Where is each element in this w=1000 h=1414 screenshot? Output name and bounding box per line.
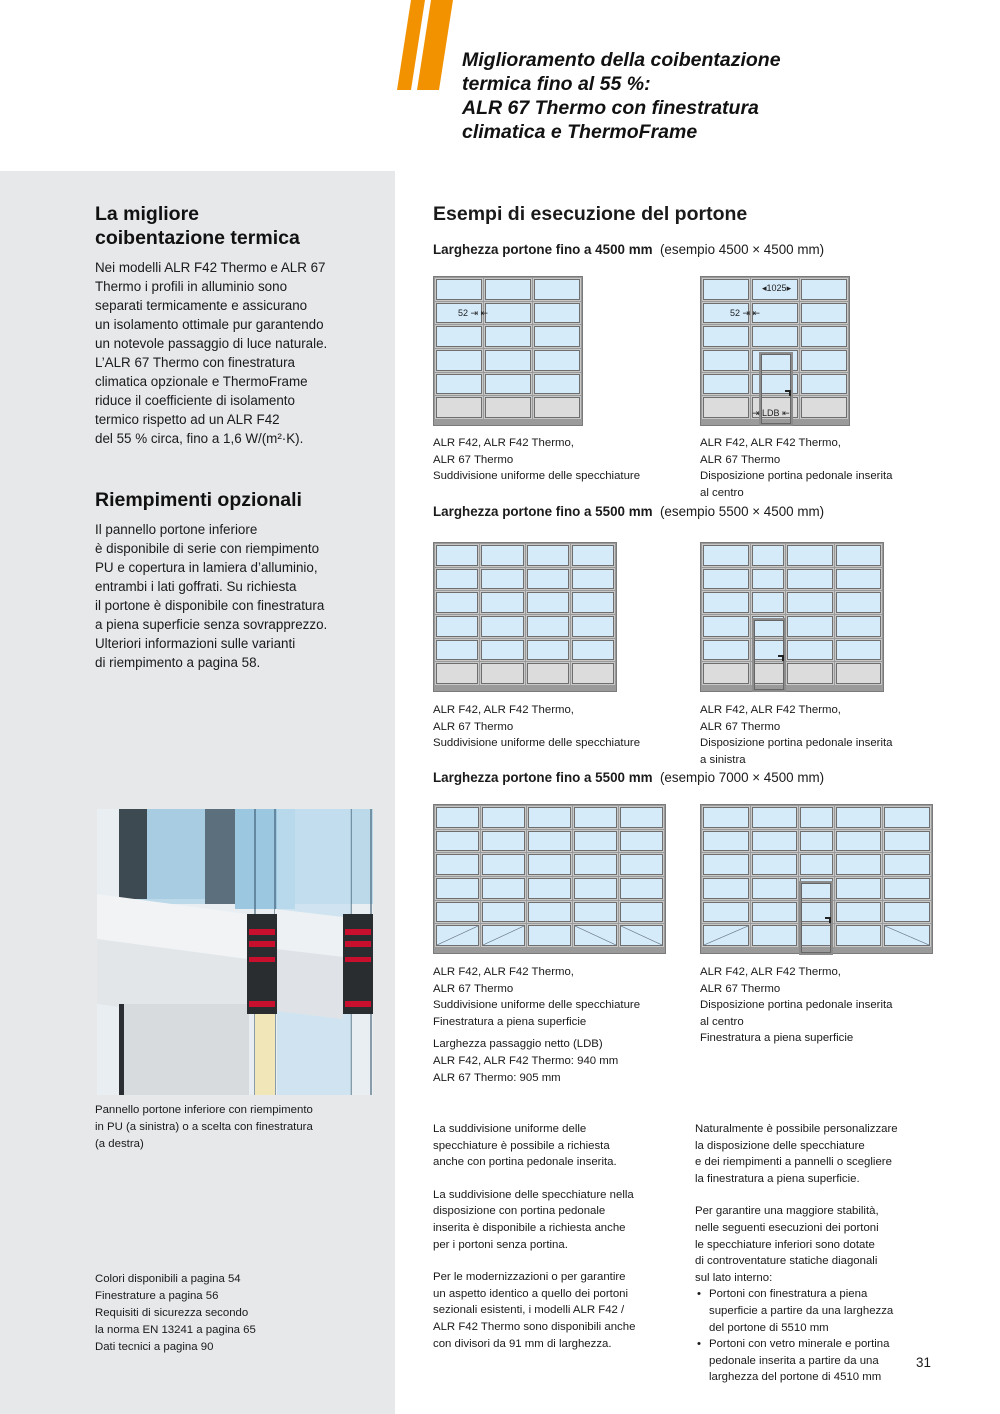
reference-link[interactable]: Requisiti di sicurezza secondo xyxy=(95,1307,249,1319)
braced-pane xyxy=(482,925,525,946)
heading-bold: Larghezza portone fino a 4500 mm xyxy=(433,242,653,257)
note-line: Naturalmente è possibile personalizzare xyxy=(695,1123,898,1135)
glass-pane xyxy=(801,350,847,371)
notes-left xyxy=(433,1121,635,1352)
diagram-caption xyxy=(700,964,893,1047)
page-references xyxy=(95,1271,375,1356)
photo-caption xyxy=(95,1102,375,1153)
note-line: Per garantire una maggiore stabilità, xyxy=(695,1205,879,1218)
glass-pane xyxy=(481,569,523,590)
glass-pane xyxy=(836,854,882,875)
diagram-caption xyxy=(433,702,640,752)
body-line: di riempimento a pagina 58. xyxy=(95,655,261,670)
glass-pane xyxy=(836,902,882,923)
reference-link[interactable]: la norma EN 13241 a pagina 65 xyxy=(95,1324,256,1336)
section-optional-fillings xyxy=(95,488,375,672)
glass-pane xyxy=(752,854,798,875)
body-line: è disponibile di serie con riempimento xyxy=(95,541,320,556)
accent-stripes-icon xyxy=(395,0,465,92)
body-line: Il pannello portone inferiore xyxy=(95,522,258,537)
glass-pane xyxy=(527,640,569,661)
door-diagram-7000-wicket-center-full-glass xyxy=(700,804,933,954)
glass-pane xyxy=(436,854,479,875)
ldb-line: ALR 67 Thermo: 905 mm xyxy=(433,1071,561,1084)
solid-pane xyxy=(836,663,882,684)
glass-pane xyxy=(752,925,798,946)
body-line: Thermo i profili in alluminio sono xyxy=(95,279,288,294)
caption-line: Finestratura a piena superficie xyxy=(700,1032,854,1045)
glass-pane xyxy=(482,878,525,899)
heading-line: La migliore xyxy=(95,203,200,225)
braced-pane xyxy=(884,925,930,946)
caption-line: Disposizione portina pedonale inserita xyxy=(700,737,893,750)
glass-pane xyxy=(436,569,478,590)
glass-pane xyxy=(481,616,523,637)
solid-pane xyxy=(527,663,569,684)
caption-line: ALR F42, ALR F42 Thermo, xyxy=(433,704,574,716)
glass-pane xyxy=(703,807,749,828)
solid-pane xyxy=(481,663,523,684)
glass-pane xyxy=(436,807,479,828)
solid-pane xyxy=(485,397,531,418)
door-profile-illustration-icon xyxy=(97,809,373,1095)
body-line: separati termicamente e assicurano xyxy=(95,298,308,313)
solid-pane xyxy=(703,663,749,684)
glass-pane xyxy=(836,878,882,899)
bullet-line: • Portoni con finestratura a piena xyxy=(709,1288,868,1301)
notes-right xyxy=(695,1121,898,1386)
glass-pane xyxy=(482,807,525,828)
glass-pane xyxy=(787,616,833,637)
page-number: 31 xyxy=(916,1355,931,1370)
glass-pane xyxy=(436,279,482,300)
note-line: specchiature è possibile a richiesta xyxy=(433,1139,610,1152)
note-line: ALR F42 Thermo sono disponibili anche xyxy=(433,1320,636,1333)
glass-pane xyxy=(436,592,478,613)
glass-pane xyxy=(752,831,798,852)
note-line: La suddivisione uniforme delle xyxy=(433,1123,587,1135)
glass-pane xyxy=(436,326,482,347)
glass-pane xyxy=(482,902,525,923)
reference-link[interactable]: Colori disponibili a pagina 54 xyxy=(95,1273,241,1285)
diagram-caption xyxy=(433,435,640,485)
heading-note: (esempio 5500 × 4500 mm) xyxy=(659,504,825,519)
note-line: la disposizione delle specchiature xyxy=(695,1139,865,1152)
section-heading xyxy=(95,202,375,250)
solid-pane xyxy=(534,397,580,418)
glass-pane xyxy=(752,592,785,613)
ldb-dimension: ⇥ LDB ⇤ xyxy=(752,408,790,418)
glass-pane xyxy=(574,807,617,828)
solid-pane xyxy=(787,663,833,684)
note-line: e dei riempimenti a pannelli o scegliere xyxy=(695,1156,892,1169)
body-line: del 55 % circa, fino a 1,6 W/(m²·K). xyxy=(95,431,304,446)
bullet-list xyxy=(695,1286,898,1386)
heading-bold: Larghezza portone fino a 5500 mm xyxy=(433,770,653,785)
glass-pane xyxy=(836,807,882,828)
solid-pane xyxy=(436,397,482,418)
glass-pane xyxy=(527,569,569,590)
glass-pane xyxy=(485,303,531,324)
note-line: La suddivisione delle specchiature nella xyxy=(433,1188,634,1201)
body-line: a piena superficie senza sovrapprezzo. xyxy=(95,617,328,632)
braced-pane xyxy=(620,925,663,946)
glass-pane xyxy=(572,545,614,566)
glass-pane xyxy=(836,925,882,946)
glass-pane xyxy=(620,831,663,852)
title-line: climatica e ThermoFrame xyxy=(462,121,698,143)
caption-line: Disposizione portina pedonale inserita xyxy=(700,999,893,1012)
title-line: Miglioramento della coibentazione xyxy=(462,49,781,71)
note-line: anche con portina pedonale inserita. xyxy=(433,1156,617,1169)
glass-pane xyxy=(485,279,531,300)
bullet-line: • Portoni con vetro minerale e portina xyxy=(709,1338,890,1351)
dimension-52: 52 ⇥ ⇤ xyxy=(730,308,761,318)
title-line: termica fino al 55 %: xyxy=(462,73,651,95)
glass-pane xyxy=(703,569,749,590)
glass-pane xyxy=(482,831,525,852)
section-title: Esempi di esecuzione del portone xyxy=(433,203,748,225)
glass-pane xyxy=(801,279,847,300)
bullet-line: larghezza del portone di 4510 mm xyxy=(709,1371,882,1384)
bullet-item xyxy=(695,1286,898,1336)
door-handle-icon xyxy=(778,655,784,661)
dimension-1025: ◂1025▸ xyxy=(762,283,792,293)
note-line: sul lato interno: xyxy=(695,1271,773,1284)
door-diagram-4500-uniform xyxy=(433,276,583,426)
ldb-line: Larghezza passaggio netto (LDB) xyxy=(433,1038,603,1051)
glass-pane xyxy=(752,569,785,590)
glass-pane xyxy=(752,326,798,347)
caption-line: ALR 67 Thermo xyxy=(433,453,514,466)
solid-pane xyxy=(801,397,847,418)
section-heading: Riempimenti opzionali xyxy=(95,489,302,511)
glass-pane xyxy=(800,854,833,875)
glass-pane xyxy=(574,854,617,875)
caption-line: (a destra) xyxy=(95,1138,144,1150)
note-line: Per le modernizzazioni o per garantire xyxy=(433,1271,626,1284)
caption-line: ALR F42, ALR F42 Thermo, xyxy=(700,704,841,716)
glass-pane xyxy=(436,374,482,395)
glass-pane xyxy=(620,807,663,828)
glass-pane xyxy=(436,878,479,899)
dimension-label: 1025 xyxy=(766,283,787,293)
glass-pane xyxy=(481,640,523,661)
caption-line: ALR 67 Thermo xyxy=(700,982,781,995)
note-line: con divisori da 91 mm di larghezza. xyxy=(433,1337,612,1350)
caption-line: al centro xyxy=(700,1015,744,1028)
body-line: un isolamento ottimale pur garantendo xyxy=(95,317,324,332)
body-line: PU e copertura in lamiera d’alluminio, xyxy=(95,560,318,575)
glass-pane xyxy=(572,616,614,637)
note-line: inserita è disponibile a richiesta anche xyxy=(433,1221,626,1234)
caption-line: ALR 67 Thermo xyxy=(433,720,514,733)
glass-pane xyxy=(436,616,478,637)
solid-pane xyxy=(572,663,614,684)
caption-line: ALR F42, ALR F42 Thermo, xyxy=(700,437,841,449)
glass-pane xyxy=(436,902,479,923)
ldb-label: LDB xyxy=(762,408,780,418)
caption-line: Finestratura a piena superficie xyxy=(433,1015,587,1028)
caption-line: Disposizione portina pedonale inserita xyxy=(700,470,893,483)
glass-pane xyxy=(836,592,882,613)
glass-pane xyxy=(436,831,479,852)
glass-pane xyxy=(801,326,847,347)
glass-pane xyxy=(787,545,833,566)
diagram-caption xyxy=(700,702,893,768)
glass-pane xyxy=(528,878,571,899)
glass-pane xyxy=(703,640,749,661)
caption-line: a sinistra xyxy=(700,753,746,766)
bullet-line: pedonale inserita a partire da una xyxy=(709,1354,879,1367)
glass-pane xyxy=(436,545,478,566)
caption-line: ALR 67 Thermo xyxy=(700,720,781,733)
glass-pane xyxy=(884,902,930,923)
dimension-label: 52 xyxy=(458,308,469,318)
body-line: riduce il coefficiente di isolamento xyxy=(95,393,295,408)
glass-pane xyxy=(574,831,617,852)
glass-pane xyxy=(703,279,749,300)
body-line: termico rispetto ad un ALR F42 xyxy=(95,412,280,427)
glass-pane xyxy=(836,616,882,637)
glass-pane xyxy=(801,303,847,324)
glass-pane xyxy=(703,326,749,347)
glass-pane xyxy=(800,807,833,828)
note-line: la finestratura a piena superficie. xyxy=(695,1172,860,1185)
glass-pane xyxy=(884,878,930,899)
solid-pane xyxy=(703,397,749,418)
heading-line: coibentazione termica xyxy=(95,227,300,249)
caption-line: ALR F42, ALR F42 Thermo, xyxy=(433,966,574,978)
body-line: Ulteriori informazioni sulle varianti xyxy=(95,636,296,651)
solid-pane xyxy=(436,663,478,684)
glass-pane xyxy=(703,878,749,899)
door-handle-icon xyxy=(825,917,831,923)
reference-link[interactable]: Dati tecnici a pagina 90 xyxy=(95,1341,214,1353)
door-diagram-5500-wicket-left xyxy=(700,542,884,692)
glass-pane xyxy=(534,326,580,347)
bullet-line: del portone di 5510 mm xyxy=(709,1321,829,1334)
glass-pane xyxy=(572,592,614,613)
body-line: Nei modelli ALR F42 Thermo e ALR 67 xyxy=(95,260,326,275)
glass-pane xyxy=(482,854,525,875)
glass-pane xyxy=(787,569,833,590)
glass-pane xyxy=(436,640,478,661)
caption-line: ALR F42, ALR F42 Thermo, xyxy=(433,437,574,449)
caption-line: al centro xyxy=(700,486,744,499)
glass-pane xyxy=(572,640,614,661)
glass-pane xyxy=(528,807,571,828)
profile-section-photo xyxy=(97,809,373,1095)
caption-line: Suddivisione uniforme delle specchiature xyxy=(433,470,641,483)
glass-pane xyxy=(485,350,531,371)
braced-pane xyxy=(574,925,617,946)
glass-pane xyxy=(481,545,523,566)
glass-pane xyxy=(836,569,882,590)
body-line: un notevole passaggio di luce naturale. xyxy=(95,336,328,351)
note-line: sezionali esistenti, i modelli ALR F42 / xyxy=(433,1304,625,1317)
glass-pane xyxy=(703,831,749,852)
caption-line: Suddivisione uniforme delle specchiature xyxy=(433,999,641,1012)
glass-pane xyxy=(527,592,569,613)
note-line: nelle seguenti esecuzioni dei portoni xyxy=(695,1221,879,1234)
glass-pane xyxy=(528,854,571,875)
glass-pane xyxy=(534,279,580,300)
glass-pane xyxy=(836,545,882,566)
body-line: climatica opzionale e ThermoFrame xyxy=(95,374,308,389)
glass-pane xyxy=(527,616,569,637)
braced-pane xyxy=(703,925,749,946)
glass-pane xyxy=(528,831,571,852)
glass-pane xyxy=(572,569,614,590)
glass-pane xyxy=(574,902,617,923)
glass-pane xyxy=(527,545,569,566)
door-handle-icon xyxy=(785,390,791,396)
glass-pane xyxy=(534,374,580,395)
glass-pane xyxy=(534,350,580,371)
door-diagram-5500-uniform xyxy=(433,542,617,692)
dimension-label: 52 xyxy=(730,308,741,318)
caption-line: ALR 67 Thermo xyxy=(700,453,781,466)
ldb-line: ALR F42, ALR F42 Thermo: 940 mm xyxy=(433,1054,619,1067)
heading-note: (esempio 4500 × 4500 mm) xyxy=(659,242,825,257)
glass-pane xyxy=(703,350,749,371)
body-line: il portone è disponibile con finestratura xyxy=(95,598,325,613)
note-line: di controventature statiche diagonali xyxy=(695,1255,878,1268)
dimension-52: 52 ⇥ ⇤ xyxy=(458,308,489,318)
heading-note: (esempio 7000 × 4500 mm) xyxy=(659,770,825,785)
glass-pane xyxy=(534,303,580,324)
glass-pane xyxy=(703,374,749,395)
braced-pane xyxy=(436,925,479,946)
page-title xyxy=(462,48,882,144)
glass-pane xyxy=(800,831,833,852)
glass-pane xyxy=(485,374,531,395)
note-line: per i portoni senza portina. xyxy=(433,1238,568,1251)
caption-line: ALR F42, ALR F42 Thermo, xyxy=(700,966,841,978)
glass-pane xyxy=(752,902,798,923)
glass-pane xyxy=(703,854,749,875)
body-line: L’ALR 67 Thermo con finestratura xyxy=(95,355,295,370)
glass-pane xyxy=(836,640,882,661)
section-body xyxy=(95,258,375,448)
glass-pane xyxy=(620,878,663,899)
diagram-caption xyxy=(433,964,640,1086)
door-diagram-4500-wicket-center xyxy=(700,276,850,426)
note-line: le specchiature inferiori sono dotate xyxy=(695,1238,875,1251)
glass-pane xyxy=(481,592,523,613)
glass-pane xyxy=(836,831,882,852)
glass-pane xyxy=(703,902,749,923)
diagram-caption xyxy=(700,435,893,501)
glass-pane xyxy=(620,902,663,923)
bullet-line: superficie a partire da una larghezza xyxy=(709,1304,894,1317)
door-diagram-7000-uniform-full-glass xyxy=(433,804,666,954)
glass-pane xyxy=(752,807,798,828)
glass-pane xyxy=(703,592,749,613)
section-thermal-insulation xyxy=(95,202,375,448)
glass-pane xyxy=(528,925,571,946)
glass-pane xyxy=(884,854,930,875)
glass-pane xyxy=(703,545,749,566)
heading-bold: Larghezza portone fino a 5500 mm xyxy=(433,504,653,519)
glass-pane xyxy=(528,902,571,923)
caption-line: Suddivisione uniforme delle specchiature xyxy=(433,737,641,750)
glass-pane xyxy=(620,854,663,875)
body-line: entrambi i lati goffrati. Su richiesta xyxy=(95,579,297,594)
glass-pane xyxy=(485,326,531,347)
glass-pane xyxy=(884,831,930,852)
glass-pane xyxy=(801,374,847,395)
section-body xyxy=(95,520,375,672)
bullet-item xyxy=(695,1336,898,1386)
caption-line: ALR 67 Thermo xyxy=(433,982,514,995)
glass-pane xyxy=(787,592,833,613)
caption-line: in PU (a sinistra) o a scelta con finestratura xyxy=(95,1121,313,1133)
glass-pane xyxy=(884,807,930,828)
glass-pane xyxy=(574,878,617,899)
note-line: un aspetto identico a quello dei portoni xyxy=(433,1287,629,1300)
glass-pane xyxy=(752,878,798,899)
glass-pane xyxy=(752,545,785,566)
note-line: disposizione con portina pedonale xyxy=(433,1205,606,1218)
reference-link[interactable]: Finestrature a pagina 56 xyxy=(95,1290,219,1302)
title-line: ALR 67 Thermo con finestratura xyxy=(462,97,759,119)
glass-pane xyxy=(703,616,749,637)
group-heading xyxy=(433,241,824,259)
caption-line: Pannello portone inferiore con riempimento xyxy=(95,1104,313,1116)
glass-pane xyxy=(436,350,482,371)
glass-pane xyxy=(787,640,833,661)
group-heading xyxy=(433,769,824,787)
group-heading xyxy=(433,503,824,521)
